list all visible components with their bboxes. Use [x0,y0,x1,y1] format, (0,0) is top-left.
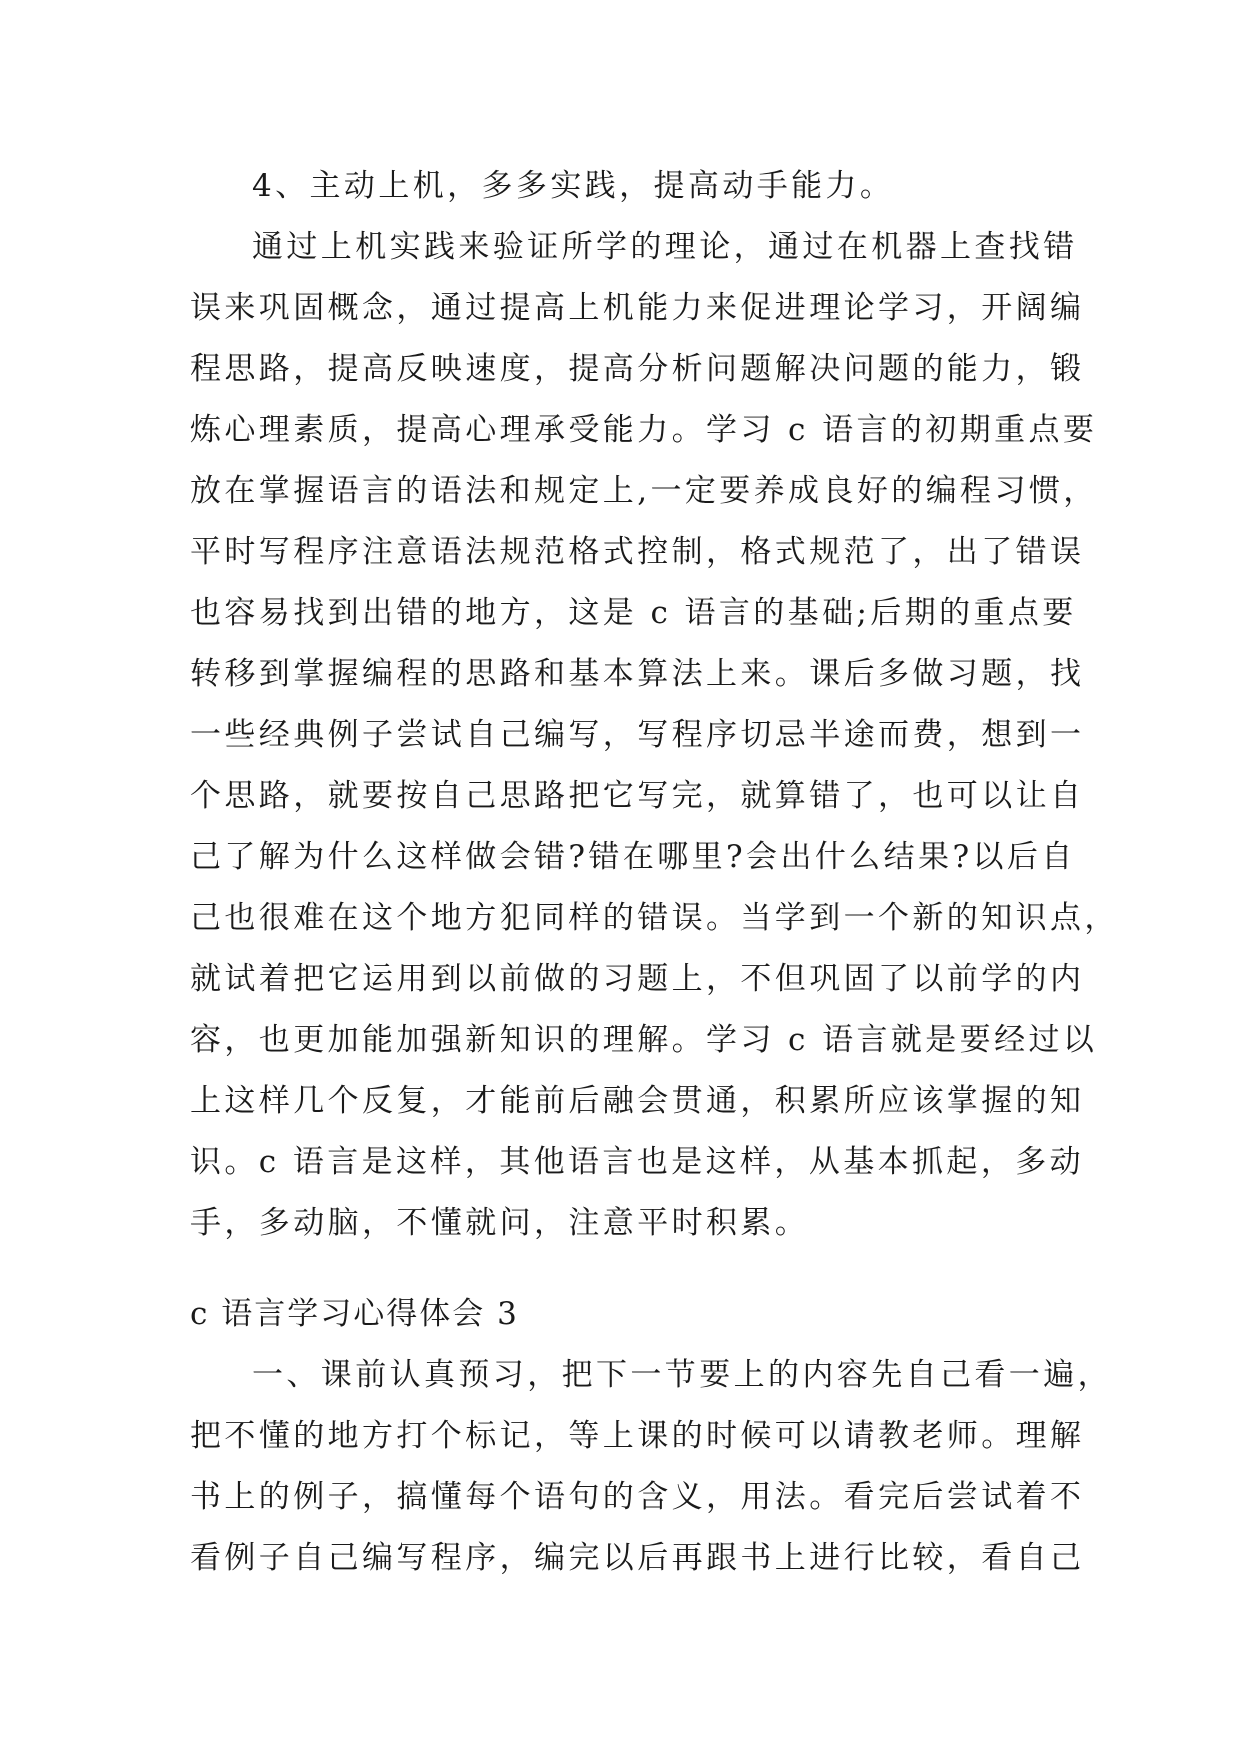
paragraph-line: 己也很难在这个地方犯同样的错误。当学到一个新的知识点， [190,900,1119,936]
paragraph-line: 容，也更加能加强新知识的理解。学习 c 语言就是要经过以 [190,1022,1098,1058]
paragraph-line: 书上的例子，搞懂每个语句的含义，用法。看完后尝试着不 [190,1479,1085,1515]
section-heading: c 语言学习心得体会 3 [190,1296,519,1332]
paragraph-line: 己了解为什么这样做会错?错在哪里?会出什么结果?以后自 [190,839,1076,875]
paragraph-line: 个思路，就要按自己思路把它写完，就算错了，也可以让自 [190,778,1085,814]
paragraph-line: 就试着把它运用到以前做的习题上，不但巩固了以前学的内 [190,961,1085,997]
paragraph-line: 转移到掌握编程的思路和基本算法上来。课后多做习题，找 [190,656,1085,692]
paragraph-line: 上这样几个反复，才能前后融会贯通，积累所应该掌握的知 [190,1083,1085,1119]
paragraph-line: 炼心理素质，提高心理承受能力。学习 c 语言的初期重点要 [190,412,1098,448]
paragraph-line: 把不懂的地方打个标记，等上课的时候可以请教老师。理解 [190,1418,1085,1454]
paragraph-line: 平时写程序注意语法规范格式控制，格式规范了，出了错误 [190,534,1085,570]
paragraph-line: 误来巩固概念，通过提高上机能力来促进理论学习，开阔编 [190,290,1085,326]
paragraph-line: 也容易找到出错的地方，这是 c 语言的基础;后期的重点要 [190,595,1077,631]
paragraph-line: 看例子自己编写程序，编完以后再跟书上进行比较，看自己 [190,1540,1085,1576]
item-title: 4、主动上机，多多实践，提高动手能力。 [252,168,895,204]
paragraph-line: 一、课前认真预习，把下一节要上的内容先自己看一遍， [252,1357,1112,1393]
paragraph-line: 一些经典例子尝试自己编写，写程序切忌半途而费，想到一 [190,717,1085,753]
paragraph-line: 放在掌握语言的语法和规定上,一定要养成良好的编程习惯， [190,473,1098,509]
paragraph-line: 识。c 语言是这样，其他语言也是这样，从基本抓起，多动 [190,1144,1085,1180]
paragraph-line: 程思路，提高反映速度，提高分析问题解决问题的能力，锻 [190,351,1085,387]
paragraph-line: 通过上机实践来验证所学的理论，通过在机器上查找错 [252,229,1078,265]
paragraph-line: 手，多动脑，不懂就问，注意平时积累。 [190,1205,810,1241]
